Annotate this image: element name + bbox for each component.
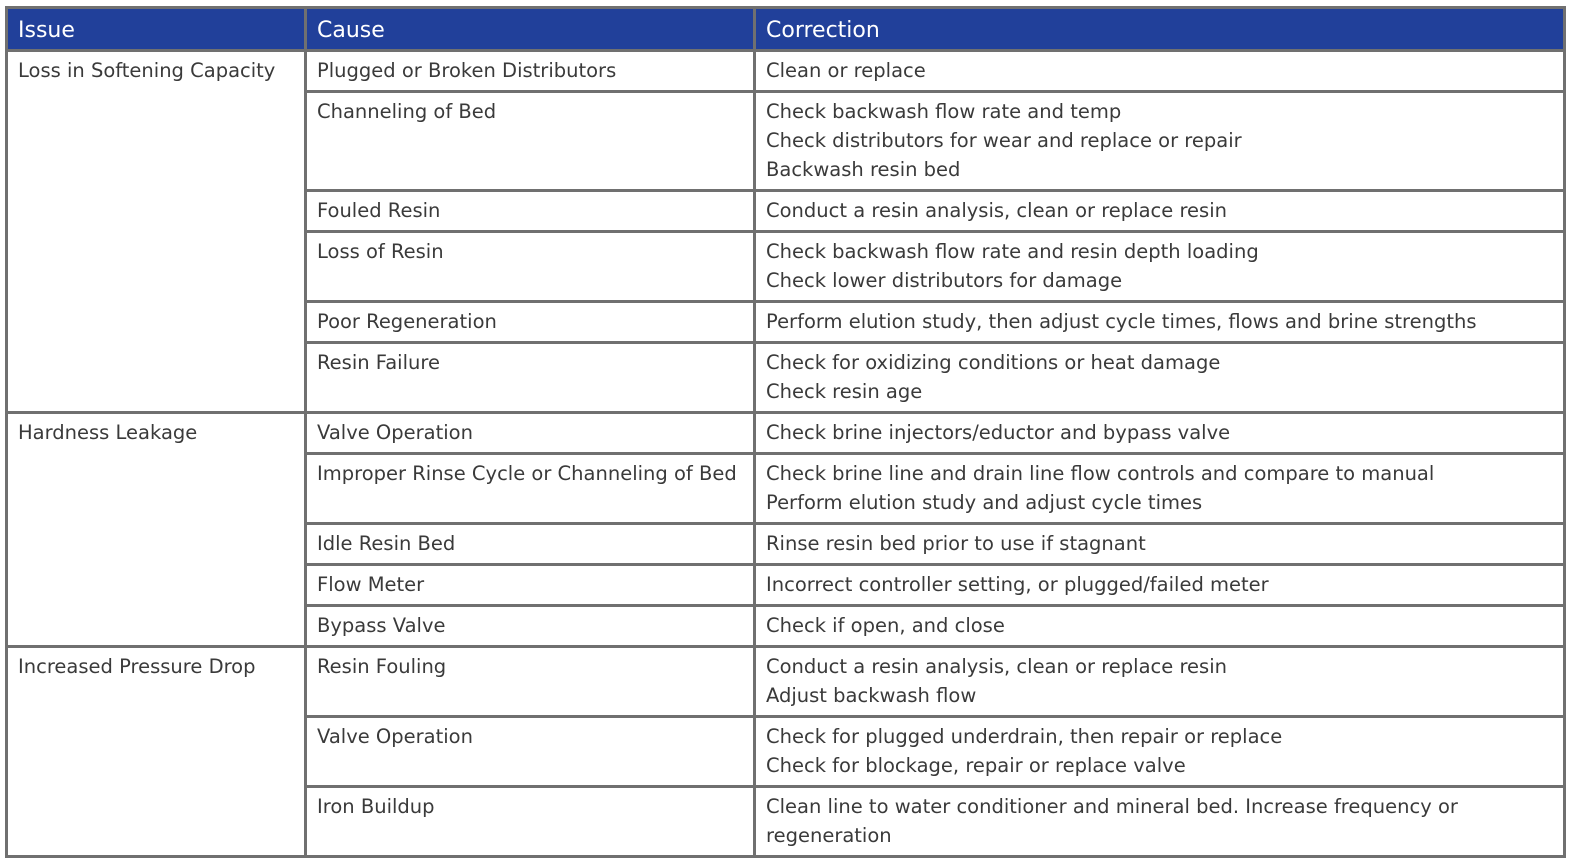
correction-cell: [755, 51, 1565, 92]
correction-line: Check distributors for wear and replace or repair: [766, 129, 1242, 152]
correction-cell: [755, 565, 1565, 606]
correction-cell: [755, 524, 1565, 565]
correction-line: Check for plugged underdrain, then repair or replace: [766, 725, 1283, 748]
header-correction: Correction: [755, 8, 1565, 51]
cause-cell: Loss of Resin: [306, 232, 755, 302]
troubleshooting-table: [5, 6, 1566, 858]
cause-cell: Improper Rinse Cycle or Channeling of Bed: [306, 454, 755, 524]
correction-line: Adjust backwash flow: [766, 684, 977, 707]
correction-cell: [755, 454, 1565, 524]
header-row: [7, 8, 1565, 51]
correction-line: Check for blockage, repair or replace valve: [766, 754, 1186, 777]
cause-cell: Iron Buildup: [306, 787, 755, 857]
issue-cell: Increased Pressure Drop: [7, 647, 306, 857]
troubleshooting-table-container: [5, 6, 1563, 858]
correction-line: Rinse resin bed prior to use if stagnant: [766, 532, 1146, 555]
header-cause: Cause: [306, 8, 755, 51]
correction-line: Perform elution study, then adjust cycle times, flows and brine strengths: [766, 310, 1477, 333]
correction-line: Conduct a resin analysis, clean or replace resin: [766, 655, 1227, 678]
correction-cell: [755, 302, 1565, 343]
correction-line: Check backwash flow rate and resin depth loading: [766, 240, 1259, 263]
cause-cell: Plugged or Broken Distributors: [306, 51, 755, 92]
table-row: [7, 51, 1565, 92]
table-body: [7, 51, 1565, 857]
cause-cell: Valve Operation: [306, 413, 755, 454]
correction-line: Clean or replace: [766, 59, 926, 82]
correction-line: Perform elution study and adjust cycle times: [766, 491, 1203, 514]
correction-line: Clean line to water conditioner and mineral bed. Increase frequency or regeneration: [766, 795, 1458, 847]
cause-cell: Fouled Resin: [306, 191, 755, 232]
correction-cell: [755, 787, 1565, 857]
issue-cell: Loss in Softening Capacity: [7, 51, 306, 413]
header-issue: Issue: [7, 8, 306, 51]
table-row: [7, 647, 1565, 717]
correction-line: Incorrect controller setting, or plugged/failed meter: [766, 573, 1269, 596]
correction-line: Backwash resin bed: [766, 158, 961, 181]
table-row: [7, 413, 1565, 454]
correction-line: Check brine line and drain line flow controls and compare to manual: [766, 462, 1435, 485]
cause-cell: Channeling of Bed: [306, 92, 755, 191]
issue-cell: Hardness Leakage: [7, 413, 306, 647]
correction-cell: [755, 343, 1565, 413]
table-header: [7, 8, 1565, 51]
correction-cell: [755, 191, 1565, 232]
cause-cell: Resin Failure: [306, 343, 755, 413]
correction-cell: [755, 717, 1565, 787]
correction-line: Check if open, and close: [766, 614, 1005, 637]
cause-cell: Resin Fouling: [306, 647, 755, 717]
correction-cell: [755, 92, 1565, 191]
cause-cell: Valve Operation: [306, 717, 755, 787]
cause-cell: Bypass Valve: [306, 606, 755, 647]
correction-line: Check resin age: [766, 380, 923, 403]
correction-cell: [755, 606, 1565, 647]
correction-line: Check lower distributors for damage: [766, 269, 1123, 292]
correction-cell: [755, 647, 1565, 717]
correction-cell: [755, 413, 1565, 454]
correction-cell: [755, 232, 1565, 302]
correction-line: Check brine injectors/eductor and bypass valve: [766, 421, 1231, 444]
cause-cell: Poor Regeneration: [306, 302, 755, 343]
correction-line: Check backwash flow rate and temp: [766, 100, 1122, 123]
cause-cell: Idle Resin Bed: [306, 524, 755, 565]
cause-cell: Flow Meter: [306, 565, 755, 606]
correction-line: Check for oxidizing conditions or heat damage: [766, 351, 1221, 374]
correction-line: Conduct a resin analysis, clean or replace resin: [766, 199, 1227, 222]
